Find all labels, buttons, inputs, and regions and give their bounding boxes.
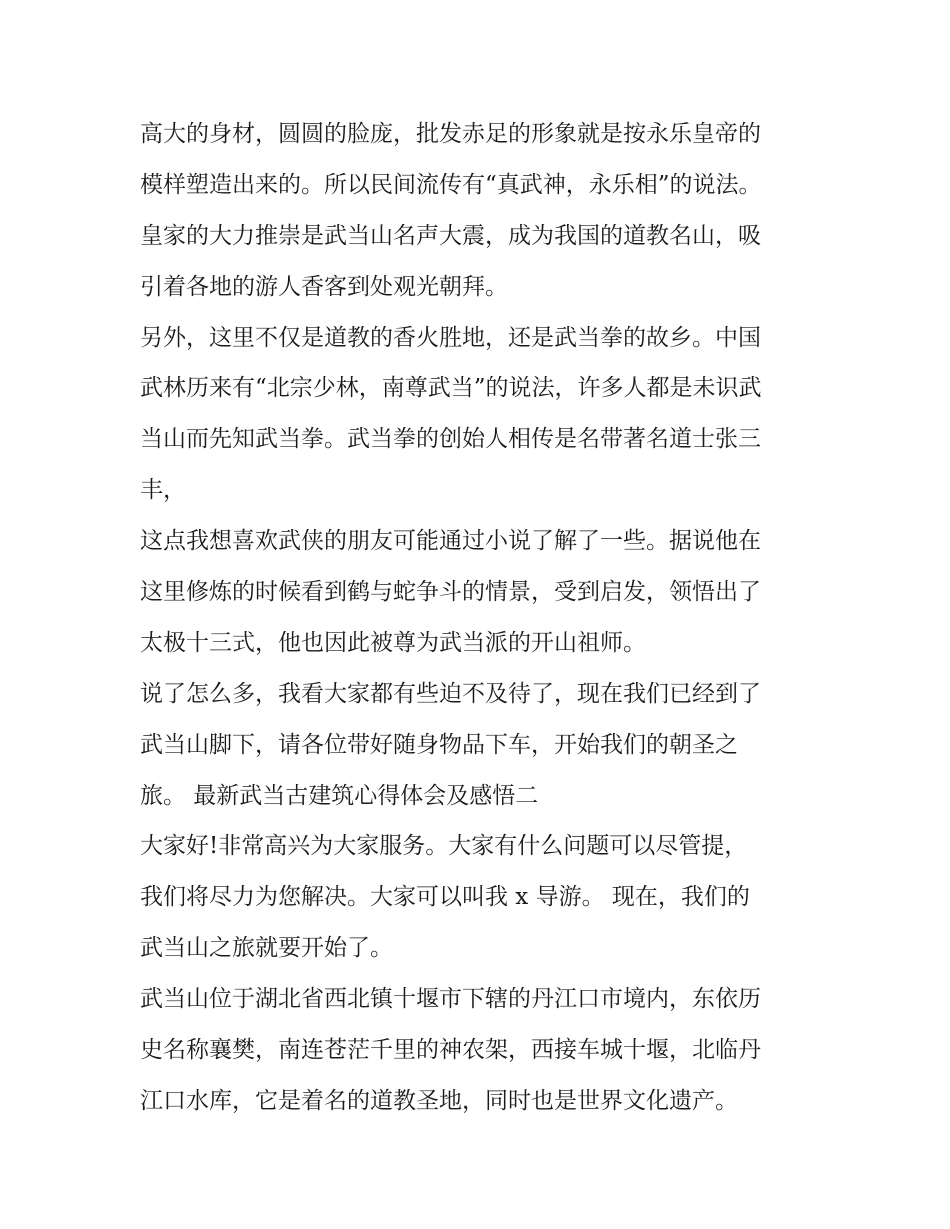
text-line: 模样塑造出来的。所以民间流传有“真武神，永乐相”的说法。 (140, 171, 762, 198)
text-line: 太极十三式，他也因此被尊为武当派的开山祖师。 (140, 629, 646, 656)
text-line: 另外，这里不仅是道教的香火胜地，还是武当拳的故乡。中国 (140, 324, 761, 351)
text-line: 说了怎么多，我看大家都有些迫不及待了，现在我们已经到了 (140, 680, 761, 707)
text-line: 引着各地的游人香客到处观光朝拜。 (140, 273, 508, 300)
document-body (140, 109, 820, 1127)
text-line: 史名称襄樊，南连苍茫千里的神农架，西接车城十堰，北临丹 (140, 1037, 761, 1064)
text-line: 大家好!非常高兴为大家服务。大家有什么问题可以尽管提， (140, 833, 748, 860)
text-line: 武当山脚下，请各位带好随身物品下车，开始我们的朝圣之 (140, 731, 738, 758)
text-line: 这点我想喜欢武侠的朋友可能通过小说了解了一些。据说他在 (140, 528, 761, 555)
text-line: 这里修炼的时候看到鹤与蛇争斗的情景，受到启发，领悟出了 (140, 579, 761, 606)
text-line: 江口水库，它是着名的道教圣地，同时也是世界文化遗产。 (140, 1087, 738, 1114)
text-line: 武当山位于湖北省西北镇十堰市下辖的丹江口市境内，东依历 (140, 986, 761, 1013)
text-line: 我们将尽力为您解决。大家可以叫我 x 导游。 现在，我们的 (140, 884, 750, 911)
text-line: 皇家的大力推崇是武当山名声大震，成为我国的道教名山，吸 (140, 222, 761, 249)
text-line: 高大的身材，圆圆的脸庞，批发赤足的形象就是按永乐皇帝的 (140, 121, 761, 147)
text-line: 当山而先知武当拳。武当拳的创始人相传是名带著名道士张三 (140, 426, 761, 453)
text-line: 武林历来有“北宗少林，南尊武当”的说法，许多人都是未识武 (140, 375, 762, 402)
text-line: 丰， (140, 477, 186, 504)
text-line: 旅。 最新武当古建筑心得体会及感悟二 (140, 782, 539, 809)
text-line: 武当山之旅就要开始了。 (140, 935, 393, 962)
